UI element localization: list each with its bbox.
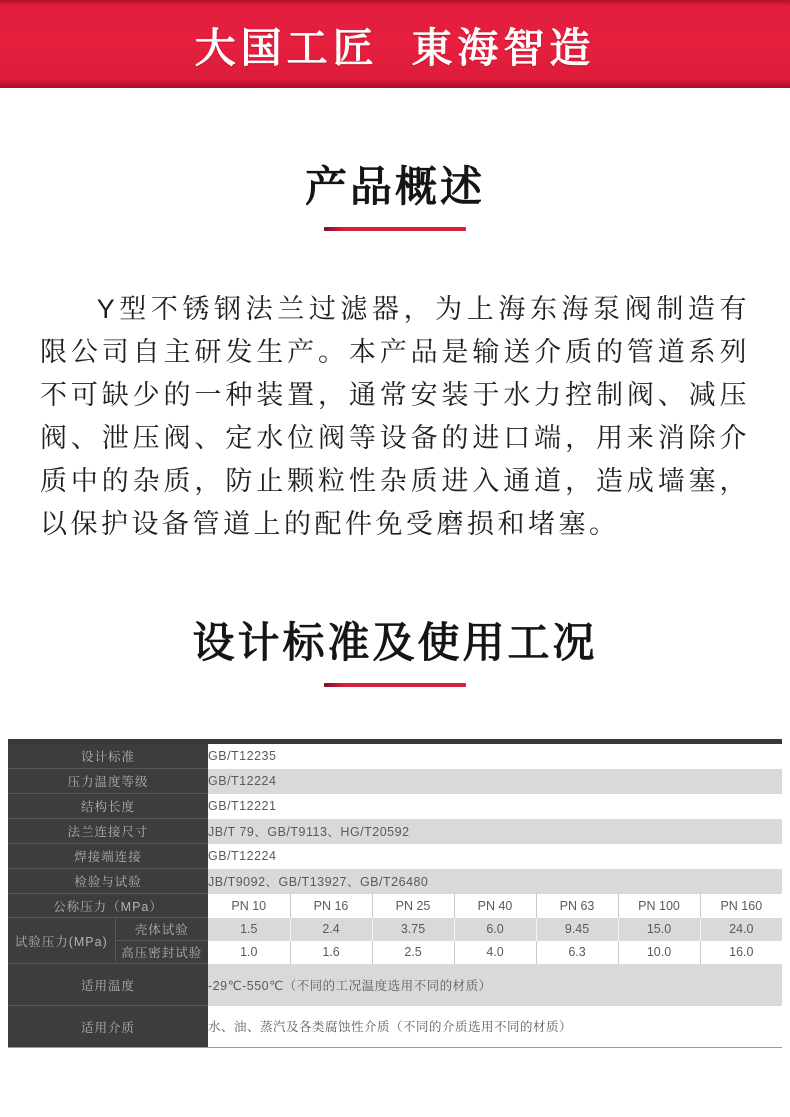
spec-row-structure-length xyxy=(8,794,782,819)
spec-label: 结构长度 xyxy=(8,794,208,819)
test-pressure-value: 16.0 xyxy=(700,941,782,964)
spec-row-applicable-temperature xyxy=(8,964,782,1006)
test-pressure-value: 9.45 xyxy=(536,918,618,941)
spec-row-high-pressure-seal-test xyxy=(8,941,782,964)
spec-label: 压力温度等级 xyxy=(8,769,208,794)
test-pressure-value: 10.0 xyxy=(618,941,700,964)
spec-label: 公称压力（MPa） xyxy=(8,894,208,918)
test-pressure-value: 1.5 xyxy=(208,918,290,941)
spec-value: JB/T 79、GB/T9113、HG/T20592 xyxy=(208,819,782,844)
spec-label: 设计标准 xyxy=(8,742,208,769)
spec-value: GB/T12224 xyxy=(208,769,782,794)
spec-value: GB/T12224 xyxy=(208,844,782,869)
pn-column-header: PN 40 xyxy=(454,894,536,918)
overview-section-title: 产品概述 xyxy=(304,163,485,210)
test-pressure-value: 1.6 xyxy=(290,941,372,964)
standards-section-title: 设计标准及使用工况 xyxy=(192,619,598,666)
spec-value: GB/T12235 xyxy=(208,742,782,769)
spec-value: -29℃-550℃（不同的工况温度选用不同的材质） xyxy=(208,964,782,1006)
spec-sublabel: 壳体试验 xyxy=(115,918,208,941)
spec-label: 适用温度 xyxy=(8,964,208,1006)
spec-row-pressure-temp-rating xyxy=(8,769,782,794)
product-overview-paragraph: Y型不锈钢法兰过滤器，为上海东海泵阀制造有限公司自主研发生产。本产品是输送介质的管道系列不可缺少的一种装置，通常安装于水力控制阀、减压阀、泄压阀、定水位阀等设备的进口端，用来消除介质中的杂质，防止颗粒性杂质进入通道，造成墙塞，以保护设备管道上的配件免受磨损和堵塞。 xyxy=(40,294,750,539)
pn-column-header: PN 10 xyxy=(208,894,290,918)
pn-column-header: PN 16 xyxy=(290,894,372,918)
test-pressure-value: 6.3 xyxy=(536,941,618,964)
test-pressure-value: 15.0 xyxy=(618,918,700,941)
test-pressure-value: 24.0 xyxy=(700,918,782,941)
spec-label: 检验与试验 xyxy=(8,869,208,894)
spec-sublabel: 高压密封试验 xyxy=(115,941,208,964)
test-pressure-value: 3.75 xyxy=(372,918,454,941)
test-pressure-value: 2.5 xyxy=(372,941,454,964)
spec-table xyxy=(8,739,782,1048)
test-pressure-value: 1.0 xyxy=(208,941,290,964)
spec-row-nominal-pressure xyxy=(8,894,782,918)
title-underline xyxy=(324,227,466,231)
standards-section-header xyxy=(0,616,790,687)
spec-row-shell-test xyxy=(8,918,782,941)
spec-row-applicable-medium xyxy=(8,1006,782,1048)
pn-column-header: PN 63 xyxy=(536,894,618,918)
spec-label: 焊接端连接 xyxy=(8,844,208,869)
spec-row-weld-end-connection xyxy=(8,844,782,869)
spec-value: JB/T9092、GB/T13927、GB/T26480 xyxy=(208,869,782,894)
test-pressure-value: 2.4 xyxy=(290,918,372,941)
spec-group-label: 试验压力(MPa) xyxy=(8,918,115,964)
spec-table-wrapper xyxy=(8,739,782,1048)
spec-row-flange-dimensions xyxy=(8,819,782,844)
pn-column-header: PN 160 xyxy=(700,894,782,918)
brand-banner-title: 大国工匠 東海智造 xyxy=(194,24,596,71)
pn-column-header: PN 100 xyxy=(618,894,700,918)
title-underline xyxy=(324,683,466,687)
spec-value: GB/T12221 xyxy=(208,794,782,819)
spec-row-inspection-testing xyxy=(8,869,782,894)
brand-banner xyxy=(0,0,790,88)
spec-value: 水、油、蒸汽及各类腐蚀性介质（不同的介质选用不同的材质） xyxy=(208,1006,782,1048)
spec-row-design-standard xyxy=(8,742,782,769)
test-pressure-value: 4.0 xyxy=(454,941,536,964)
overview-section-header xyxy=(0,160,790,231)
pn-column-header: PN 25 xyxy=(372,894,454,918)
spec-label: 法兰连接尺寸 xyxy=(8,819,208,844)
test-pressure-value: 6.0 xyxy=(454,918,536,941)
spec-label: 适用介质 xyxy=(8,1006,208,1048)
